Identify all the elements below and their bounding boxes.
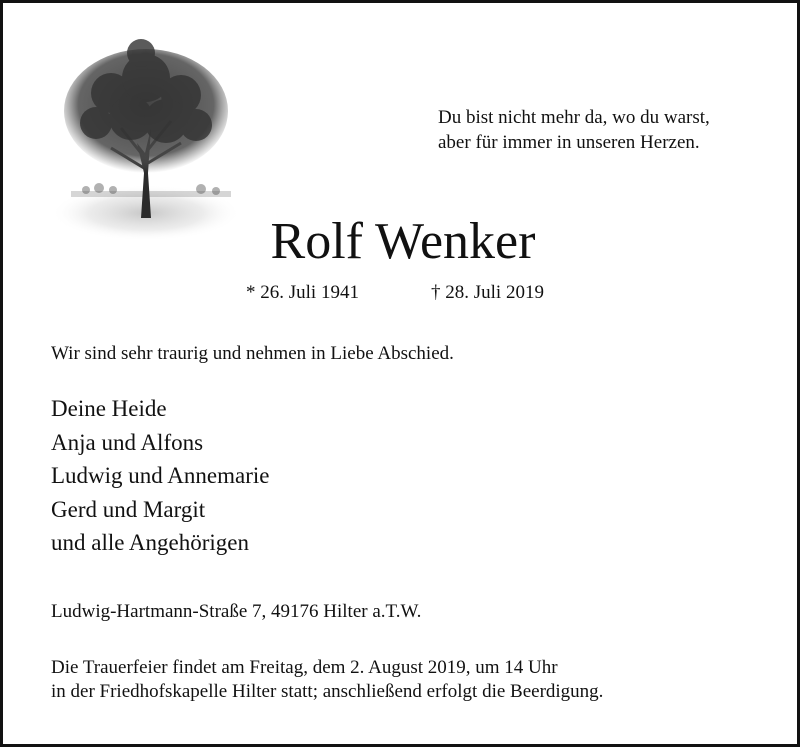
mourner: Deine Heide xyxy=(51,396,167,421)
mourners-list xyxy=(51,392,269,560)
mourner: Anja und Alfons xyxy=(51,429,204,455)
quote-line: aber für immer in unseren Herzen. xyxy=(438,132,700,153)
memorial-quote xyxy=(438,105,710,155)
mourner: Ludwig und Annemarie xyxy=(51,463,270,488)
mourner: und alle Angehörigen xyxy=(51,530,250,555)
mourner: Gerd und Margit xyxy=(51,496,206,522)
service-line: Die Trauerfeier findet am Freitag, dem 2. August 2019, um 14 Uhr xyxy=(51,657,558,678)
death-date: † 28. Juli 2019 xyxy=(431,282,544,303)
quote-line: Du bist nicht mehr da, wo du warst, xyxy=(438,107,710,128)
deceased-name: Rolf Wenker xyxy=(270,213,536,270)
service-info xyxy=(51,656,603,704)
service-line: in der Friedhofskapelle Hilter statt; anschließend erfolgt die Beerdigung. xyxy=(51,681,604,702)
address: Ludwig-Hartmann-Straße 7, 49176 Hilter a.T.W. xyxy=(51,601,422,622)
birth-date: * 26. Juli 1941 xyxy=(246,282,359,303)
farewell-text: Wir sind sehr traurig und nehmen in Liebe Abschied. xyxy=(51,343,454,364)
